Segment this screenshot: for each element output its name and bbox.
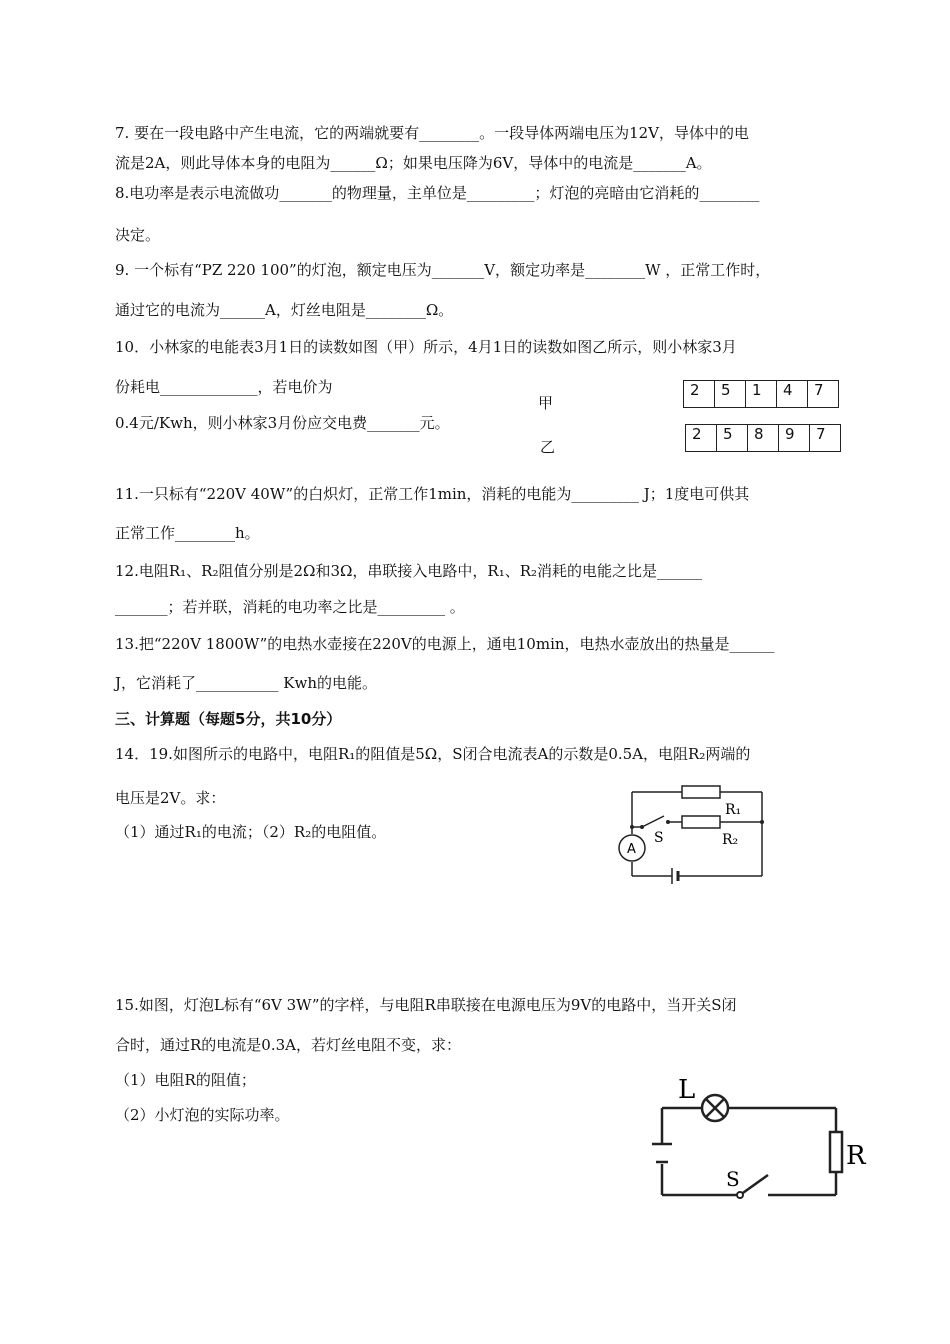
q7-line2: 流是2A，则此导体本身的电阻为______Ω；如果电压降为6V，导体中的电流是_______A。	[115, 154, 712, 172]
resistor-r-symbol	[830, 1132, 842, 1172]
meter-digit: 2	[686, 425, 717, 452]
q15-line3: （1）电阻R的阻值；	[115, 1071, 256, 1089]
q15-line1: 15.如图，灯泡L标有“6V 3W”的字样，与电阻R串联接在电源电压为9V的电路中，当开关S闭	[115, 996, 737, 1014]
q12-line1: 12.电阻R₁、R₂阻值分别是2Ω和3Ω，串联接入电路中，R₁、R₂消耗的电能之比是______	[115, 562, 703, 580]
resistor-r2-symbol	[682, 816, 720, 828]
circuit-label-switch: S	[726, 1167, 740, 1191]
circuit-label-r1: R₁	[725, 802, 742, 818]
section-heading: 三、计算题（每题5分，共10分）	[115, 710, 342, 728]
q14-line2: 电压是2V。求：	[115, 789, 226, 807]
circuit-label-ammeter: A	[627, 842, 636, 857]
meter-label-yi: 乙	[540, 438, 556, 456]
q12-line2: _______；若并联，消耗的电功率之比是_________ 。	[115, 598, 465, 616]
q11-line1: 11.一只标有“220V 40W”的白炽灯，正常工作1min，消耗的电能为_________ J；1度电可供其	[115, 485, 750, 503]
meter-digit: 7	[810, 425, 841, 452]
meter-digit: 2	[684, 381, 715, 408]
meter-reading-yi	[685, 424, 841, 452]
q8-line2: 决定。	[115, 226, 161, 244]
q9-line1: 9. 一个标有“PZ 220 100”的灯泡，额定电压为_______V，额定功率是________W ，正常工作时，	[115, 261, 771, 279]
circuit-label-lamp: L	[678, 1075, 696, 1105]
meter-digit: 8	[748, 425, 779, 452]
q13-line2: J，它消耗了___________ Kwh的电能。	[115, 674, 377, 692]
meter-digit: 4	[777, 381, 808, 408]
q15-line2: 合时，通过R的电流是0.3A，若灯丝电阻不变，求：	[115, 1036, 461, 1054]
meter-digit: 7	[808, 381, 839, 408]
meter-label-jia: 甲	[538, 394, 554, 412]
circuit-diagram-q14	[612, 782, 772, 892]
q14-line1: 14．19.如图所示的电路中，电阻R₁的阻值是5Ω，S闭合电流表A的示数是0.5A，电阻R₂两端的	[115, 745, 751, 763]
q10-line3: 0.4元/Kwh，则小林家3月份应交电费_______元。	[115, 414, 450, 432]
circuit-label-resistor: R	[846, 1141, 866, 1171]
q13-line1: 13.把“220V 1800W”的电热水壶接在220V的电源上，通电10min，电热水壶放出的热量是______	[115, 635, 775, 653]
q10-line1: 10．小林家的电能表3月1日的读数如图（甲）所示，4月1日的读数如图乙所示，则小林家3月	[115, 338, 737, 356]
resistor-r1-symbol	[682, 786, 720, 798]
meter-reading-jia	[683, 380, 839, 408]
meter-digit: 9	[779, 425, 810, 452]
q14-line3: （1）通过R₁的电流；（2）R₂的电阻值。	[115, 823, 387, 841]
circuit-label-switch: S	[654, 830, 664, 846]
q7-line1: 7. 要在一段电路中产生电流，它的两端就要有________。一段导体两端电压为12V，导体中的电	[115, 124, 750, 142]
q9-line2: 通过它的电流为______A，灯丝电阻是________Ω。	[115, 301, 454, 319]
meter-digit: 5	[715, 381, 746, 408]
q15-line4: （2）小灯泡的实际功率。	[115, 1106, 290, 1124]
circuit-diagram-q15	[650, 1070, 870, 1210]
meter-digit: 1	[746, 381, 777, 408]
q11-line2: 正常工作________h。	[115, 524, 260, 542]
q10-line2: 份耗电_____________，若电价为	[115, 378, 333, 396]
circuit-label-r2: R₂	[722, 832, 739, 848]
q8-line1: 8.电功率是表示电流做功_______的物理量，主单位是_________；灯泡的亮暗由它消耗的________	[115, 184, 760, 202]
meter-digit: 5	[717, 425, 748, 452]
